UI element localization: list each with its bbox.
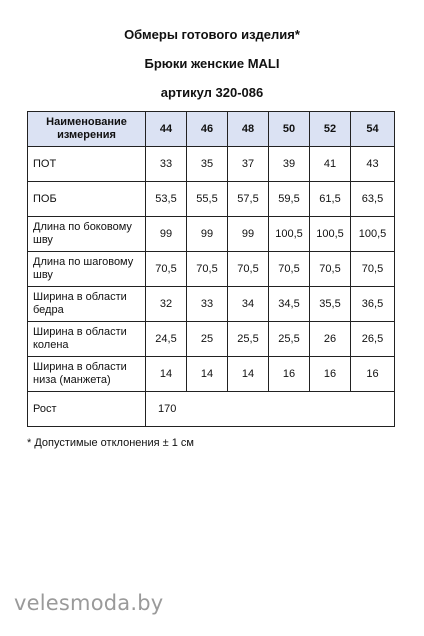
table-cell: 53,5: [146, 182, 187, 217]
table-cell: 70,5: [187, 252, 228, 287]
row-label: ПОБ: [28, 182, 146, 217]
row-label: Рост: [28, 392, 146, 427]
row-label: ПОТ: [28, 147, 146, 182]
table-cell: 99: [228, 217, 269, 252]
table-row: [28, 287, 395, 322]
table-cell: 16: [351, 357, 395, 392]
product-name: Брюки женские MALI: [144, 56, 280, 71]
table-cell: 41: [310, 147, 351, 182]
table-cell: 57,5: [228, 182, 269, 217]
rost-value: 170: [146, 392, 395, 427]
table-row: [28, 252, 395, 287]
article-number: артикул 320-086: [160, 85, 264, 100]
table-cell: 35,5: [310, 287, 351, 322]
table-header-row: [28, 112, 395, 147]
tolerance-footnote: * Допустимые отклонения ± 1 см: [27, 437, 194, 449]
measurements-table: [27, 111, 395, 427]
table-cell: 14: [146, 357, 187, 392]
table-cell: 33: [187, 287, 228, 322]
table-row: [28, 217, 395, 252]
table-cell: 33: [146, 147, 187, 182]
table-cell: 25: [187, 322, 228, 357]
table-cell: 63,5: [351, 182, 395, 217]
column-header-size: 50: [269, 112, 310, 147]
site-watermark: velesmoda.by: [14, 591, 164, 615]
table-cell: 70,5: [146, 252, 187, 287]
table-row: [28, 357, 395, 392]
table-cell: 16: [269, 357, 310, 392]
table-cell: 25,5: [228, 322, 269, 357]
table-cell: 24,5: [146, 322, 187, 357]
table-cell: 70,5: [228, 252, 269, 287]
row-label: Длина по шаговому шву: [28, 252, 146, 287]
table-cell: 16: [310, 357, 351, 392]
table-cell: 39: [269, 147, 310, 182]
row-label: Ширина в области бедра: [28, 287, 146, 322]
table-cell: 70,5: [351, 252, 395, 287]
column-header-measurement: Наименование измерения: [28, 112, 146, 147]
table-cell: 70,5: [269, 252, 310, 287]
table-cell: 59,5: [269, 182, 310, 217]
table-cell: 55,5: [187, 182, 228, 217]
table-cell: 36,5: [351, 287, 395, 322]
row-label: Ширина в области низа (манжета): [28, 357, 146, 392]
table-cell: 99: [146, 217, 187, 252]
table-row-rost: [28, 392, 395, 427]
column-header-size: 52: [310, 112, 351, 147]
table-row: [28, 182, 395, 217]
table-cell: 100,5: [351, 217, 395, 252]
table-cell: 26: [310, 322, 351, 357]
table-cell: 37: [228, 147, 269, 182]
column-header-size: 54: [351, 112, 395, 147]
table-cell: 61,5: [310, 182, 351, 217]
table-cell: 43: [351, 147, 395, 182]
column-header-size: 48: [228, 112, 269, 147]
column-header-size: 46: [187, 112, 228, 147]
table-cell: 26,5: [351, 322, 395, 357]
table-cell: 100,5: [269, 217, 310, 252]
table-cell: 99: [187, 217, 228, 252]
table-cell: 34: [228, 287, 269, 322]
row-label: Ширина в области колена: [28, 322, 146, 357]
table-cell: 100,5: [310, 217, 351, 252]
table-cell: 70,5: [310, 252, 351, 287]
row-label: Длина по боковому шву: [28, 217, 146, 252]
table-cell: 34,5: [269, 287, 310, 322]
table-cell: 32: [146, 287, 187, 322]
table-cell: 14: [187, 357, 228, 392]
table-row: [28, 322, 395, 357]
table-row: [28, 147, 395, 182]
table-cell: 35: [187, 147, 228, 182]
table-cell: 14: [228, 357, 269, 392]
column-header-size: 44: [146, 112, 187, 147]
doc-title: Обмеры готового изделия*: [124, 27, 300, 42]
table-cell: 25,5: [269, 322, 310, 357]
